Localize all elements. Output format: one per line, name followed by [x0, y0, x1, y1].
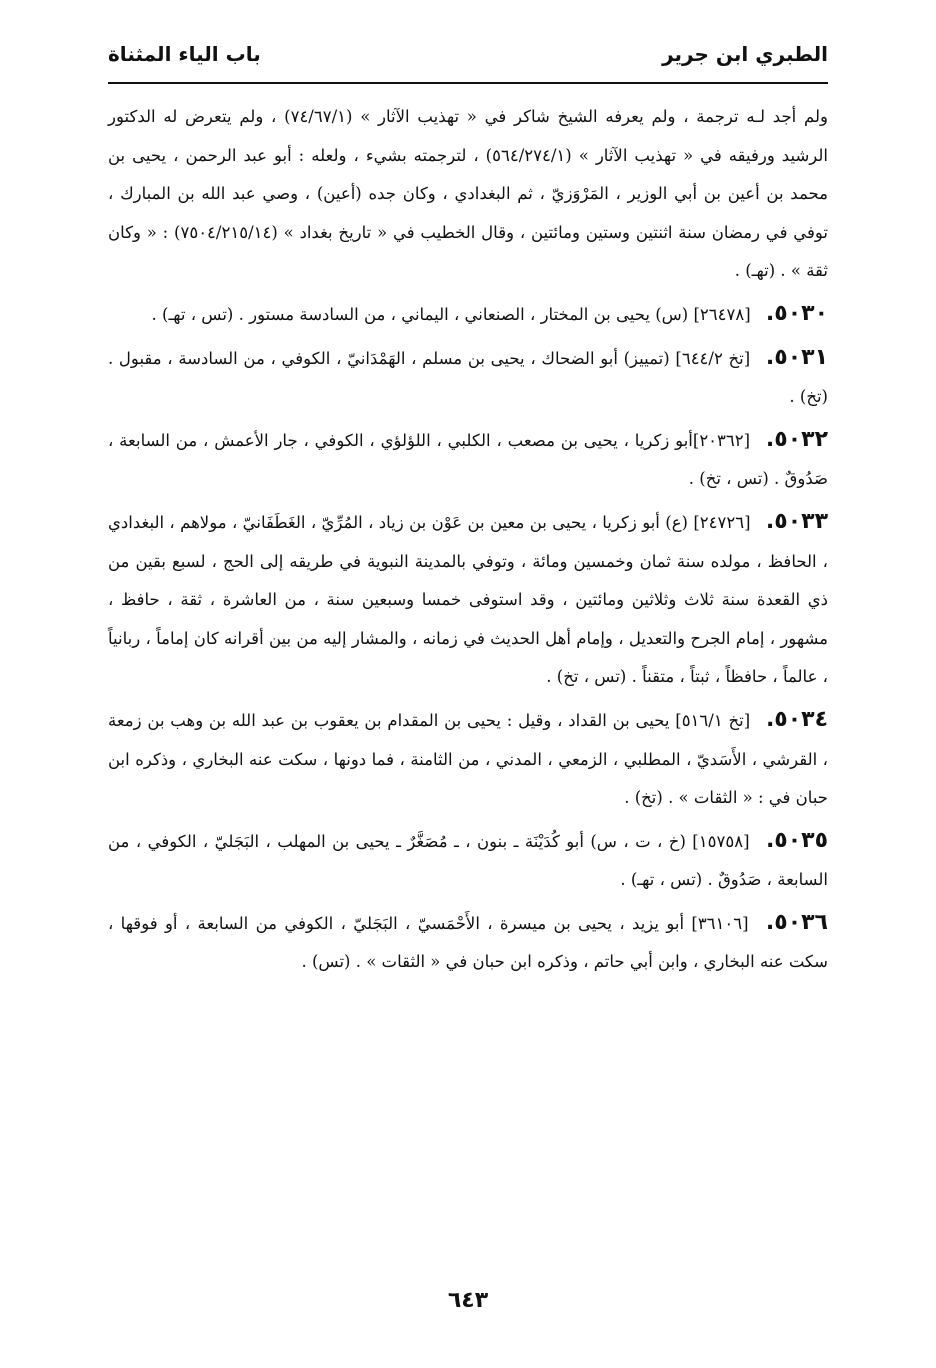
entry-5030 [108, 295, 828, 335]
entry-5033 [108, 503, 828, 697]
entry-number: ٥٠٣٢. [765, 426, 828, 452]
entry-5034 [108, 701, 828, 818]
running-header [108, 38, 828, 78]
entry-number: ٥٠٣٥. [765, 827, 829, 853]
entry-text: [٣٦١٠٦] أبو يزيد ، يحيى بن ميسرة ، الأَحْمَسيّ ، البَجَليّ ، الكوفي من السابعة ، أو فوقها ، سكت عنه البخاري ، وابن أبي حاتم ، وذكره ابن حبان في « الثقات » . (تس) . [108, 913, 828, 972]
entry-number: ٥٠٣٤. [765, 706, 829, 732]
entry-number: ٥٠٣٦. [765, 909, 828, 935]
header-chapter-title: باب الياء المثناة [108, 42, 261, 66]
entry-text: [٢٠٣٦٢]أبو زكريا ، يحيى بن مصعب ، الكلبي ، اللؤلؤي ، الكوفي ، جار الأعمش ، من السابعة ، صَدُوقٌ . (تس ، تخ) . [108, 430, 828, 489]
entry-text: [١٥٧٥٨] (خ ، ت ، س) أبو كُدَيْنَة ـ بنون ، ـ مُصَغَّرٌ ـ يحيى بن المهلب ، البَجَليّ ، الكوفي ، من السابعة ، صَدُوقٌ . (تس ، تهـ) . [108, 831, 828, 890]
page-body [108, 98, 828, 986]
entry-5036 [108, 904, 828, 982]
entry-number: ٥٠٣٣. [765, 508, 828, 534]
entry-text: [٢٤٧٢٦] (ع) أبو زكريا ، يحيى بن معين بن عَوْن بن زياد ، المُرِّيّ ، الغَطَفَانيّ ، مولاهم ، البغدادي ، الحافظ ، مولده سنة ثمان وخمسين ومائة ، وتوفي بالمدينة النبوية في طريقه إلى الحج ، لسبع بقين من ذي القعدة سنة ثلاث وثلاثين ومائتين ، وقد استوفى خمسا وسبعين سنة ، من العاشرة ، ثقة ، حافظ ، مشهور ، إمام الجرح والتعديل ، وإمام أهل الحديث في زمانه ، والمشار إليه من بين أقرانه كان إماماً ، ربانياً ، عالماً ، حافظاً ، ثبتاً ، متقناً . (تس ، تخ) . [108, 512, 828, 687]
entry-text: [٢٦٤٧٨] (س) يحيى بن المختار ، الصنعاني ، اليماني ، من السادسة مستور . (تس ، تهـ) . [151, 304, 751, 324]
header-rule [108, 82, 828, 84]
entry-number: ٥٠٣٠. [765, 300, 828, 326]
page-number: ٦٤٣ [447, 1288, 489, 1313]
entry-5032 [108, 421, 828, 499]
header-book-title: الطبري ابن جرير [662, 42, 828, 66]
entry-text: [تخ ٦٤٤/٢] (تمييز) أبو الضحاك ، يحيى بن مسلم ، الهَمْدَانيّ ، الكوفي ، من السادسة ، مقبول . (تخ) . [108, 348, 828, 407]
intro-paragraph: ولم أجد لـه ترجمة ، ولم يعرفه الشيخ شاكر في « تهذيب الآثار » (٧٤/٦٧/١) ، ولم يتعرض له الدكتور الرشيد ورفيقه في « تهذيب الآثار » (٥٦٤/٢٧٤/١) ، لترجمته بشيء ، ولعله : أبو عبد الرحمن ، يحيى بن محمد بن أعين بن أبي الوزير ، المَرْوَزيّ ، ثم البغدادي ، وكان جده (أعين) ، وصي عبد الله بن المبارك ، توفي في رمضان سنة اثنتين وستين ومائتين ، وقال الخطيب في « تاريخ بغداد » (٧٥٠٤/٢١٥/١٤) : « وكان ثقة » . (تهـ) . [108, 107, 829, 281]
entry-text: [تخ ٥١٦/١] يحيى بن القداد ، وقيل : يحيى بن المقدام بن يعقوب بن عبد الله بن وهب بن زمعة ، القرشي ، الأَسَديّ ، المطلبي ، الزمعي ، المدني ، من الثامنة ، فما دونها ، سكت عنه البخاري ، وذكره ابن حبان في : « الثقات » . (تخ) . [108, 710, 828, 808]
entry-5035 [108, 822, 828, 900]
entry-5031 [108, 339, 828, 417]
entry-number: ٥٠٣١. [765, 344, 828, 370]
